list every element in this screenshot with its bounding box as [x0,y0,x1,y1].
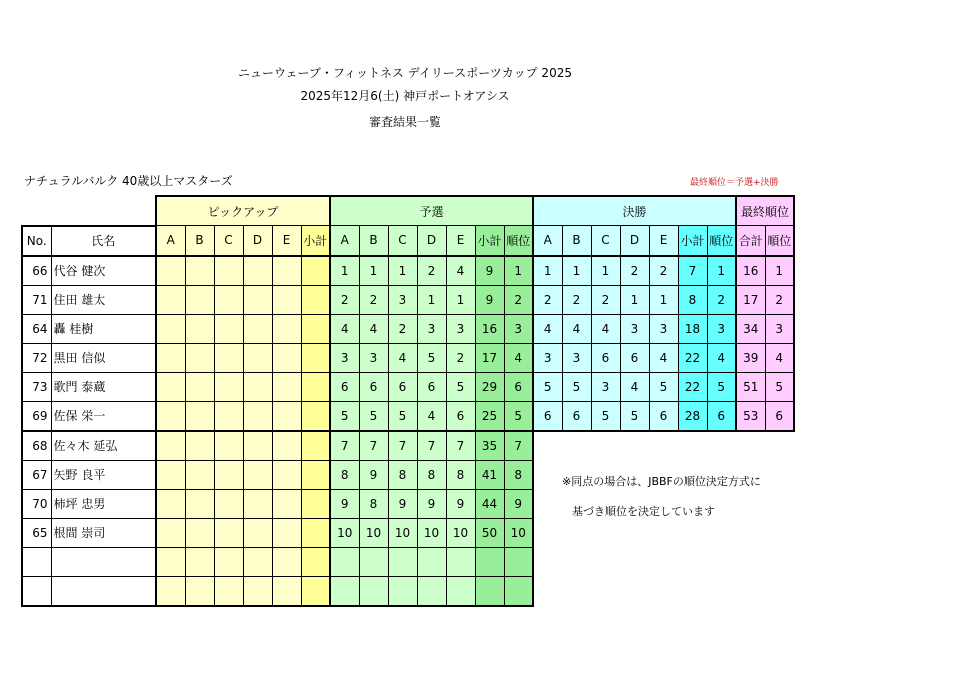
overall-rank: 3 [765,314,794,343]
final-rank: 6 [707,401,736,431]
prelim-score: 6 [417,372,446,401]
prelim-score: 4 [417,401,446,431]
tiebreak-remark-line1: ※同点の場合は、JBBFの順位決定方式に [562,475,761,488]
athlete-no: 70 [22,489,51,518]
prelim-score: 3 [417,314,446,343]
pickup-score [243,547,272,576]
prelim-score: 2 [388,314,417,343]
pickup-score [185,285,214,314]
prelim-subtotal: 9 [475,285,504,314]
final-score: 3 [620,314,649,343]
table-row [22,518,794,547]
overall-rank: 2 [765,285,794,314]
prelim-score: 8 [388,460,417,489]
pickup-score [214,343,243,372]
scoring-note: 最終順位＝予選+決勝 [690,178,779,188]
prelim-rank-header: 順位 [504,226,533,256]
total-header: 合計 [736,226,765,256]
prelim-score: 1 [359,256,388,286]
pickup-score [243,285,272,314]
athlete-name: 轟 桂樹 [51,314,156,343]
pickup-score [243,401,272,431]
pickup-subtotal [301,431,330,461]
prelim-judge-header: D [417,226,446,256]
page-subtitle: 審査結果一覧 [368,115,441,129]
prelim-subtotal: 29 [475,372,504,401]
table-row [22,431,794,461]
prelim-score: 5 [330,401,359,431]
prelim-score: 5 [388,401,417,431]
athlete-no [22,547,51,576]
prelim-judge-header: E [446,226,475,256]
pickup-subtotal [301,576,330,606]
final-judge-header: D [620,226,649,256]
section-final-rank: 最終順位 [736,196,794,226]
prelim-score: 6 [330,372,359,401]
final-score: 3 [591,372,620,401]
col-no: No. [22,226,51,256]
final-subtotal: 8 [678,285,707,314]
prelim-score [330,547,359,576]
athlete-name: 佐々木 延弘 [51,431,156,461]
pickup-score [156,576,185,606]
final-judge-header: C [591,226,620,256]
pickup-score [243,489,272,518]
prelim-score: 3 [388,285,417,314]
athlete-name: 柿坪 忠男 [51,489,156,518]
pickup-score [214,431,243,461]
pickup-score [156,518,185,547]
pickup-score [214,372,243,401]
prelim-score: 8 [446,460,475,489]
prelim-score [359,576,388,606]
final-score: 5 [591,401,620,431]
prelim-subtotal [475,547,504,576]
category-title: ナチュラルバルク 40歳以上マスターズ [24,174,233,188]
pickup-score [185,489,214,518]
prelim-rank [504,547,533,576]
prelim-score: 6 [359,372,388,401]
pickup-subtotal [301,285,330,314]
pickup-score [272,431,301,461]
prelim-score [330,576,359,606]
pickup-subtotal [301,343,330,372]
pickup-score [185,372,214,401]
pickup-score [272,547,301,576]
pickup-score [243,431,272,461]
prelim-score: 6 [388,372,417,401]
prelim-rank: 7 [504,431,533,461]
pickup-subtotal [301,314,330,343]
final-score: 5 [620,401,649,431]
prelim-score: 1 [388,256,417,286]
prelim-score: 10 [359,518,388,547]
pickup-judge-header: B [185,226,214,256]
prelim-score: 9 [388,489,417,518]
prelim-score: 7 [330,431,359,461]
prelim-subtotal: 25 [475,401,504,431]
prelim-rank: 9 [504,489,533,518]
athlete-name: 歌門 泰蔵 [51,372,156,401]
event-date-venue: 2025年12月6(土) 神戸ポートオアシス [300,89,510,103]
pickup-score [214,285,243,314]
pickup-score [272,460,301,489]
pickup-score [185,518,214,547]
prelim-score: 7 [417,431,446,461]
pickup-score [243,343,272,372]
prelim-subtotal: 41 [475,460,504,489]
overall-rank: 6 [765,401,794,431]
final-rank-col-header: 順位 [765,226,794,256]
prelim-score: 5 [359,401,388,431]
final-subtotal: 22 [678,343,707,372]
pickup-score [272,576,301,606]
pickup-subtotal-header: 小計 [301,226,330,256]
pickup-score [156,431,185,461]
pickup-score [156,401,185,431]
prelim-score: 5 [446,372,475,401]
pickup-subtotal [301,372,330,401]
pickup-score [185,576,214,606]
final-score: 1 [562,256,591,286]
athlete-no [22,576,51,606]
athlete-no: 71 [22,285,51,314]
total-score: 16 [736,256,765,286]
athlete-no: 64 [22,314,51,343]
athlete-name: 黒田 信似 [51,343,156,372]
athlete-name: 矢野 良平 [51,460,156,489]
athlete-no: 73 [22,372,51,401]
prelim-score: 4 [446,256,475,286]
pickup-score [243,460,272,489]
prelim-score: 8 [417,460,446,489]
total-score: 51 [736,372,765,401]
prelim-score: 1 [330,256,359,286]
prelim-score: 4 [330,314,359,343]
pickup-score [156,372,185,401]
table-row [22,343,794,372]
table-row [22,285,794,314]
prelim-subtotal: 9 [475,256,504,286]
prelim-score: 7 [359,431,388,461]
final-score: 3 [649,314,678,343]
pickup-score [214,489,243,518]
pickup-score [272,489,301,518]
table-row [22,576,794,606]
prelim-rank: 8 [504,460,533,489]
pickup-score [272,372,301,401]
pickup-subtotal [301,547,330,576]
athlete-name [51,547,156,576]
prelim-score: 1 [446,285,475,314]
final-rank: 5 [707,372,736,401]
final-score: 1 [620,285,649,314]
prelim-score: 8 [359,489,388,518]
pickup-judge-header: D [243,226,272,256]
prelim-score: 2 [330,285,359,314]
final-score: 2 [649,256,678,286]
total-score: 39 [736,343,765,372]
athlete-name: 根間 崇司 [51,518,156,547]
final-rank: 2 [707,285,736,314]
pickup-judge-header: A [156,226,185,256]
athlete-no: 67 [22,460,51,489]
table-row [22,314,794,343]
event-title: ニューウェーブ・フィットネス デイリースポーツカップ 2025 [238,66,572,80]
final-score: 4 [591,314,620,343]
pickup-score [185,401,214,431]
prelim-score [446,547,475,576]
overall-rank: 4 [765,343,794,372]
pickup-subtotal [301,256,330,286]
pickup-judge-header: E [272,226,301,256]
prelim-score: 5 [417,343,446,372]
prelim-score [417,547,446,576]
prelim-score: 7 [388,431,417,461]
prelim-score: 2 [359,285,388,314]
pickup-score [185,547,214,576]
final-subtotal: 18 [678,314,707,343]
final-rank: 3 [707,314,736,343]
prelim-score: 2 [417,256,446,286]
prelim-subtotal [475,576,504,606]
total-score: 53 [736,401,765,431]
pickup-score [243,256,272,286]
pickup-score [243,372,272,401]
table-row [22,547,794,576]
table-row [22,401,794,431]
final-score: 6 [533,401,562,431]
overall-rank: 5 [765,372,794,401]
pickup-subtotal [301,518,330,547]
pickup-score [272,314,301,343]
prelim-subtotal-header: 小計 [475,226,504,256]
prelim-subtotal: 44 [475,489,504,518]
final-score: 2 [562,285,591,314]
prelim-score: 4 [388,343,417,372]
prelim-rank [504,576,533,606]
prelim-score: 3 [446,314,475,343]
prelim-score: 10 [388,518,417,547]
athlete-no: 66 [22,256,51,286]
final-subtotal: 7 [678,256,707,286]
results-table [21,195,795,607]
pickup-subtotal [301,401,330,431]
prelim-score: 3 [359,343,388,372]
prelim-score: 9 [359,460,388,489]
final-score: 6 [591,343,620,372]
pickup-score [214,256,243,286]
athlete-no: 65 [22,518,51,547]
final-score: 1 [591,256,620,286]
pickup-score [272,285,301,314]
prelim-subtotal: 17 [475,343,504,372]
prelim-score: 4 [359,314,388,343]
total-score: 34 [736,314,765,343]
total-score: 17 [736,285,765,314]
pickup-score [156,547,185,576]
pickup-score [214,460,243,489]
final-subtotal-header: 小計 [678,226,707,256]
pickup-score [214,518,243,547]
final-score: 6 [562,401,591,431]
final-subtotal: 22 [678,372,707,401]
final-score: 4 [620,372,649,401]
prelim-judge-header: A [330,226,359,256]
pickup-score [185,460,214,489]
pickup-score [185,343,214,372]
athlete-name: 住田 雄太 [51,285,156,314]
table-row [22,256,794,286]
pickup-score [156,314,185,343]
prelim-score [359,547,388,576]
col-name: 氏名 [51,226,156,256]
pickup-score [214,401,243,431]
athlete-name: 代谷 健次 [51,256,156,286]
prelim-score: 6 [446,401,475,431]
prelim-rank: 1 [504,256,533,286]
final-judge-header: B [562,226,591,256]
pickup-score [156,460,185,489]
prelim-score: 9 [446,489,475,518]
prelim-subtotal: 50 [475,518,504,547]
final-judge-header: E [649,226,678,256]
pickup-score [243,576,272,606]
pickup-score [214,576,243,606]
prelim-score [446,576,475,606]
final-rank: 4 [707,343,736,372]
prelim-score: 7 [446,431,475,461]
pickup-score [272,256,301,286]
pickup-score [243,314,272,343]
athlete-no: 68 [22,431,51,461]
pickup-score [156,285,185,314]
prelim-subtotal: 16 [475,314,504,343]
prelim-score: 2 [446,343,475,372]
section-prelim: 予選 [330,196,533,226]
athlete-no: 69 [22,401,51,431]
pickup-score [214,547,243,576]
final-judge-header: A [533,226,562,256]
pickup-subtotal [301,489,330,518]
final-score: 5 [562,372,591,401]
final-score: 2 [591,285,620,314]
athlete-no: 72 [22,343,51,372]
prelim-score: 8 [330,460,359,489]
prelim-score: 9 [417,489,446,518]
prelim-score: 10 [330,518,359,547]
pickup-score [185,431,214,461]
prelim-rank: 10 [504,518,533,547]
section-pickup: ピックアップ [156,196,330,226]
final-score: 5 [533,372,562,401]
prelim-score [388,576,417,606]
prelim-rank: 5 [504,401,533,431]
final-score: 3 [533,343,562,372]
final-score: 6 [620,343,649,372]
pickup-score [156,489,185,518]
prelim-score: 1 [417,285,446,314]
final-score: 2 [533,285,562,314]
final-score: 4 [562,314,591,343]
prelim-score [388,547,417,576]
empty-area [533,547,794,576]
empty-area [533,576,794,606]
pickup-score [243,518,272,547]
empty-area [533,431,794,461]
final-score: 6 [649,401,678,431]
final-score: 3 [562,343,591,372]
final-score: 1 [533,256,562,286]
prelim-score: 3 [330,343,359,372]
final-score: 4 [533,314,562,343]
pickup-score [156,256,185,286]
prelim-rank: 6 [504,372,533,401]
prelim-judge-header: B [359,226,388,256]
pickup-score [272,401,301,431]
prelim-score: 10 [446,518,475,547]
final-subtotal: 28 [678,401,707,431]
final-score: 4 [649,343,678,372]
pickup-score [272,343,301,372]
pickup-score [185,314,214,343]
pickup-subtotal [301,460,330,489]
prelim-rank: 3 [504,314,533,343]
empty-area [533,518,794,547]
prelim-score: 10 [417,518,446,547]
final-rank: 1 [707,256,736,286]
prelim-score [417,576,446,606]
final-score: 2 [620,256,649,286]
athlete-name [51,576,156,606]
final-score: 1 [649,285,678,314]
prelim-rank: 2 [504,285,533,314]
pickup-score [272,518,301,547]
prelim-score: 9 [330,489,359,518]
pickup-score [214,314,243,343]
prelim-rank: 4 [504,343,533,372]
final-score: 5 [649,372,678,401]
prelim-subtotal: 35 [475,431,504,461]
athlete-name: 佐保 栄一 [51,401,156,431]
prelim-judge-header: C [388,226,417,256]
pickup-judge-header: C [214,226,243,256]
final-rank-header: 順位 [707,226,736,256]
pickup-score [185,256,214,286]
section-final: 決勝 [533,196,736,226]
tiebreak-remark-line2: 基づき順位を決定しています [572,505,715,518]
table-row [22,372,794,401]
overall-rank: 1 [765,256,794,286]
pickup-score [156,343,185,372]
